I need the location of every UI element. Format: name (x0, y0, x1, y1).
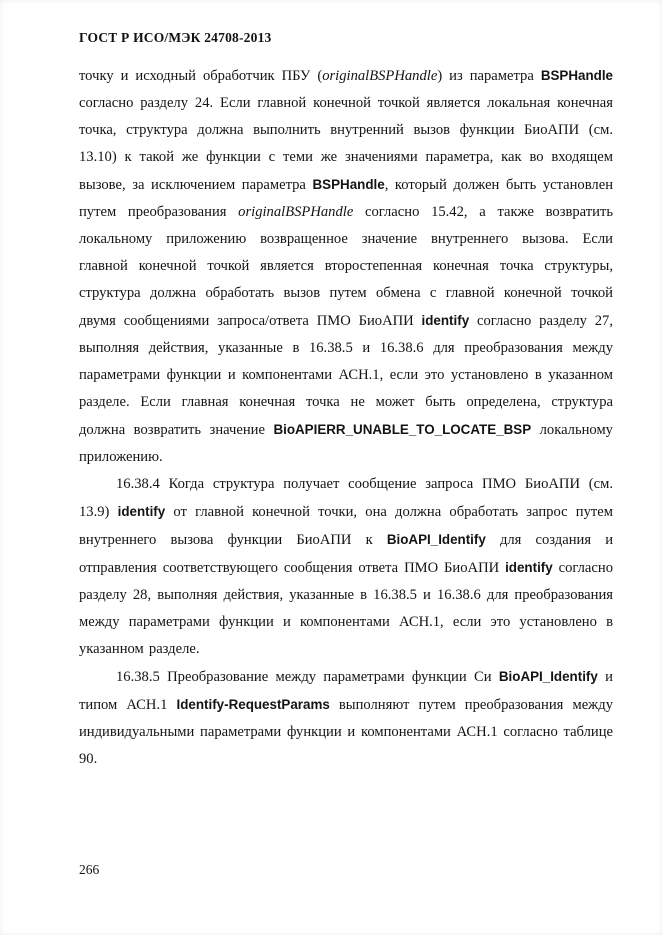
bold-term: identify (421, 313, 470, 328)
text-run: выполняют путем преобразования между индивидуальными параметрами функции и компонентами АСН.1 согласно таблице 90. (79, 697, 613, 767)
text-run: согласно разделу 28, выполняя действия, указанные в 16.38.5 и 16.38.6 для преобразования между параметрами функции и компонентами АСН.1, если это установлено в указанном разделе. (79, 560, 613, 657)
text-run: согласно разделу 24. Если главной конечной точкой является локальная конечная точка, структура должна выполнить внутренний вызов функции БиоАПИ (см. 13.10) к такой же функции с теми же значениями параметра, как во входящем вызове, за исключением параметра (79, 95, 613, 193)
document-body (79, 62, 613, 773)
page-number: 266 (79, 862, 100, 877)
text-run: согласно 15.42, а также возвратить локальному приложению возвращенное значение внутреннего вызова. Если главной конечной точкой является второстепенная конечная точка структуры, структура должна обработать вызов путем обмена с главной конечной точкой двумя сообщениями запроса/ответа ПМО БиоАПИ (79, 204, 613, 329)
bold-term: Identify-RequestParams (176, 697, 330, 712)
text-run: согласно разделу 27, выполняя действия, указанные в 16.38.5 и 16.38.6 для преобразования между параметрами функции и компонентами АСН.1, если это установлено в указанном разделе. Если главная конечная точка не может быть определена, структура должна возвратить значение (79, 313, 613, 438)
bold-term: BSPHandle (540, 68, 614, 83)
bold-term: identify (505, 560, 553, 575)
text-run: для создания и отправления соответствующего сообщения ответа ПМО БиоАПИ (79, 532, 613, 576)
bold-term: BSPHandle (312, 177, 385, 192)
paragraph (79, 62, 613, 471)
italic-term: originalBSPHandle (322, 68, 438, 84)
text-run: 16.38.4 Когда структура получает сообщение запроса ПМО БиоАПИ (см. 13.9) (79, 476, 613, 520)
bold-term: BioAPI_Identify (498, 669, 598, 684)
bold-term: BioAPI_Identify (386, 532, 486, 547)
bold-term: BioAPIERR_UNABLE_TO_LOCATE_BSP (273, 422, 532, 437)
paragraph (79, 471, 613, 663)
text-run: локальному приложению. (79, 422, 613, 465)
text-run: точку и исходный обработчик ПБУ ( (79, 68, 323, 84)
text-run: ) из параметра (437, 68, 541, 84)
text-run: 16.38.5 Преобразование между параметрами функции Си (116, 669, 499, 685)
bold-term: identify (117, 504, 166, 519)
text-run: от главной конечной точки, она должна обработать запрос путем внутреннего вызова функции БиоАПИ к (79, 504, 613, 548)
paragraph (79, 663, 613, 773)
text-run: , который должен быть установлен путем преобразования (79, 177, 614, 220)
text-run: и типом АСН.1 (79, 669, 613, 713)
italic-term: originalBSPHandle (238, 204, 354, 220)
document-header-title: ГОСТ Р ИСО/МЭК 24708-2013 (79, 30, 272, 45)
